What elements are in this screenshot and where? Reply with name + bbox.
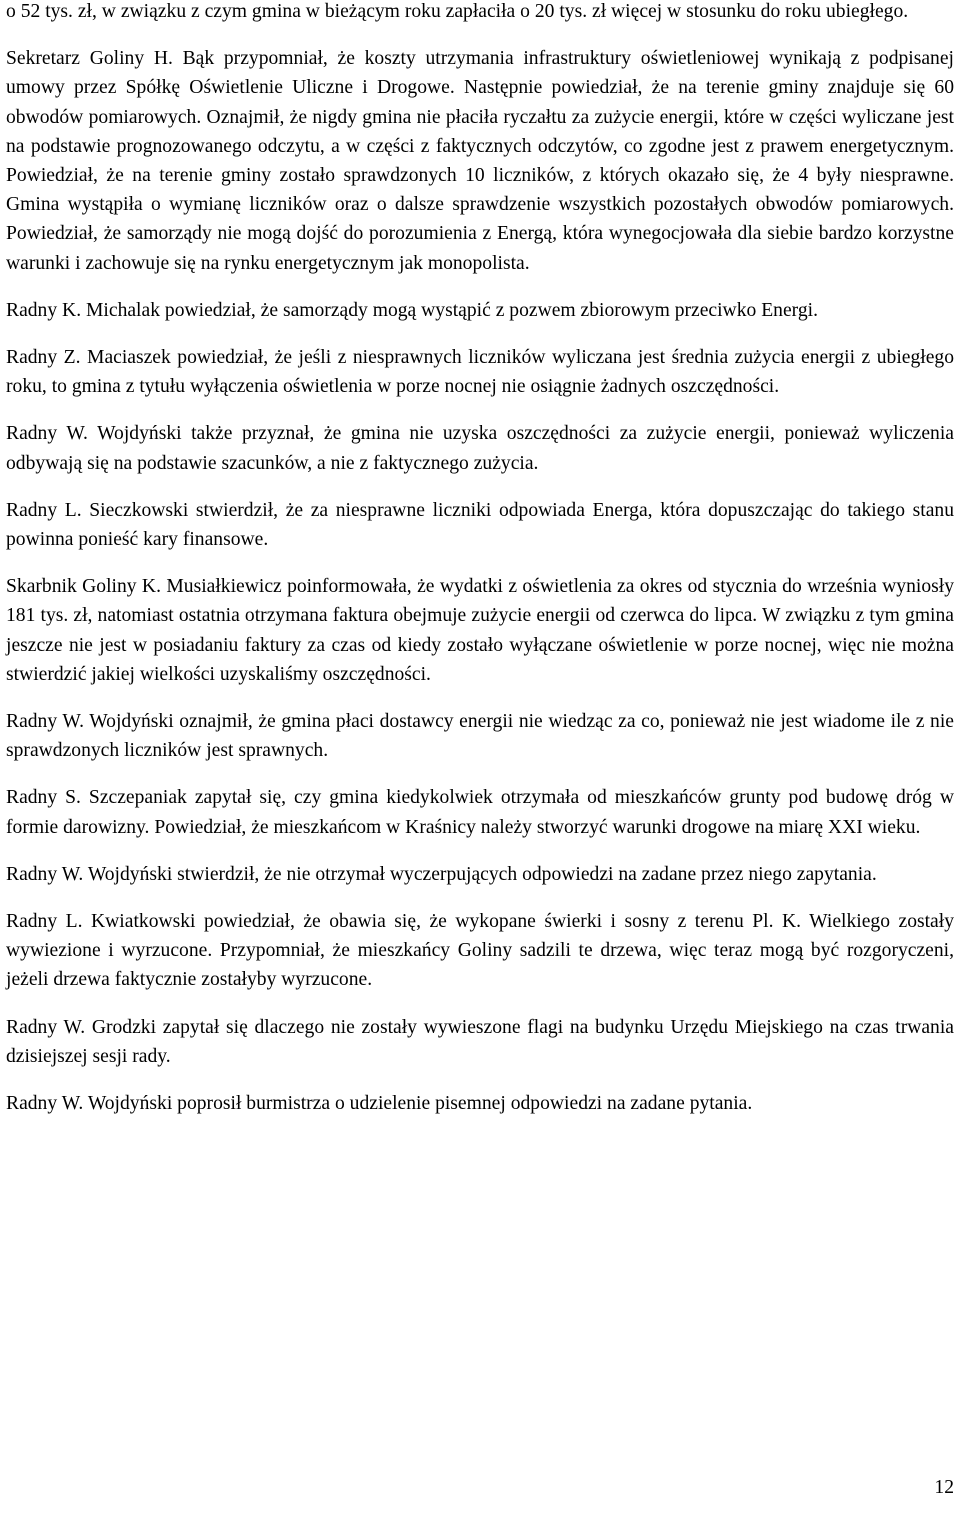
paragraph-11: Radny L. Kwiatkowski powiedział, że obawia się, że wykopane świerki i sosny z terenu Pl. K. Wielkiego zostały wywiezione i wyrzucone. Przypomniał, że mieszkańcy Goliny sadzili te drzewa, więc teraz mogą być rozgoryczeni, jeżeli drzewa faktycznie zostałyby wyrzucone. <box>6 911 954 991</box>
paragraph-2: Sekretarz Goliny H. Bąk przypomniał, że koszty utrzymania infrastruktury oświetleniowej wynikają z podpisanej umowy przez Spółkę Oświetlenie Uliczne i Drogowe. Następnie powiedział, że na terenie gminy znajduje się 60 obwodów pomiarowych. Oznajmił, że nigdy gmina nie płaciła ryczałtu za zużycie energii, które w części wyliczane jest na podstawie prognozowanego odczytu, a w części z faktycznych odczytów, co zgodne jest z prawem energetycznym. Powiedział, że na terenie gminy zostało sprawdzonych 10 liczników, z których okazało się, że 4 były niesprawne. Gmina wystąpiła o wymianę liczników oraz o dalsze sprawdzenie wszystkich pozostałych obwodów pomiarowych. Powiedział, że samorządy nie mogą dojść do porozumienia z Energą, która wynegocjowała dla siebie bardzo korzystne warunki i zachowuje się na rynku energetycznym jak monopolista. <box>6 48 954 274</box>
paragraph-6: Radny L. Sieczkowski stwierdził, że za niesprawne liczniki odpowiada Energa, która dopuszczając do takiego stanu powinna ponieść kary finansowe. <box>6 499 954 551</box>
paragraph-13: Radny W. Wojdyński poprosił burmistrza o udzielenie pisemnej odpowiedzi na zadane pytania. <box>6 1093 753 1115</box>
paragraph-12: Radny W. Grodzki zapytał się dlaczego nie zostały wywieszone flagi na budynku Urzędu Miejskiego na czas trwania dzisiejszej sesji rady. <box>6 1016 954 1067</box>
document-page <box>6 0 954 1136</box>
page-number: 12 <box>934 1477 954 1498</box>
paragraph-10: Radny W. Wojdyński stwierdził, że nie otrzymał wyczerpujących odpowiedzi na zadane przez niego zapytania. <box>6 863 877 885</box>
paragraph-1: o 52 tys. zł, w związku z czym gmina w bieżącym roku zapłaciła o 20 tys. zł więcej w stosunku do roku ubiegłego. <box>6 1 909 22</box>
paragraph-8: Radny W. Wojdyński oznajmił, że gmina płaci dostawcy energii nie wiedząc za co, ponieważ nie jest wiadome ile z nie sprawdzonych liczników jest sprawnych. <box>6 711 954 762</box>
paragraph-9: Radny S. Szczepaniak zapytał się, czy gmina kiedykolwiek otrzymała od mieszkańców grunty pod budowę dróg w formie darowizny. Powiedział, że mieszkańcom w Kraśnicy należy stworzyć warunki drogowe na miarę XXI wieku. <box>6 787 954 838</box>
paragraph-4: Radny Z. Maciaszek powiedział, że jeśli z niesprawnych liczników wyliczana jest średnia zużycia energii z ubiegłego roku, to gmina z tytułu wyłączenia oświetlenia w porze nocnej nie osiągnie żadnych oszczędności. <box>6 347 954 398</box>
paragraph-3: Radny K. Michalak powiedział, że samorządy mogą wystąpić z pozwem zbiorowym przeciwko Energi. <box>6 299 818 321</box>
paragraph-5: Radny W. Wojdyński także przyznał, że gmina nie uzyska oszczędności za zużycie energii, ponieważ wyliczenia odbywają się na podstawie szacunków, a nie z faktycznego zużycia. <box>6 423 954 474</box>
paragraph-7: Skarbnik Goliny K. Musiałkiewicz poinformowała, że wydatki z oświetlenia za okres od stycznia do września wyniosły 181 tys. zł, natomiast ostatnia otrzymana faktura obejmuje zużycie energii od czerwca do lipca. W związku z tym gmina jeszcze nie jest w posiadaniu faktury za czas od kiedy zostało wyłączane oświetlenie w porze nocnej, więc nie można stwierdzić jakiej wielkości uzyskaliśmy oszczędności. <box>6 576 954 685</box>
